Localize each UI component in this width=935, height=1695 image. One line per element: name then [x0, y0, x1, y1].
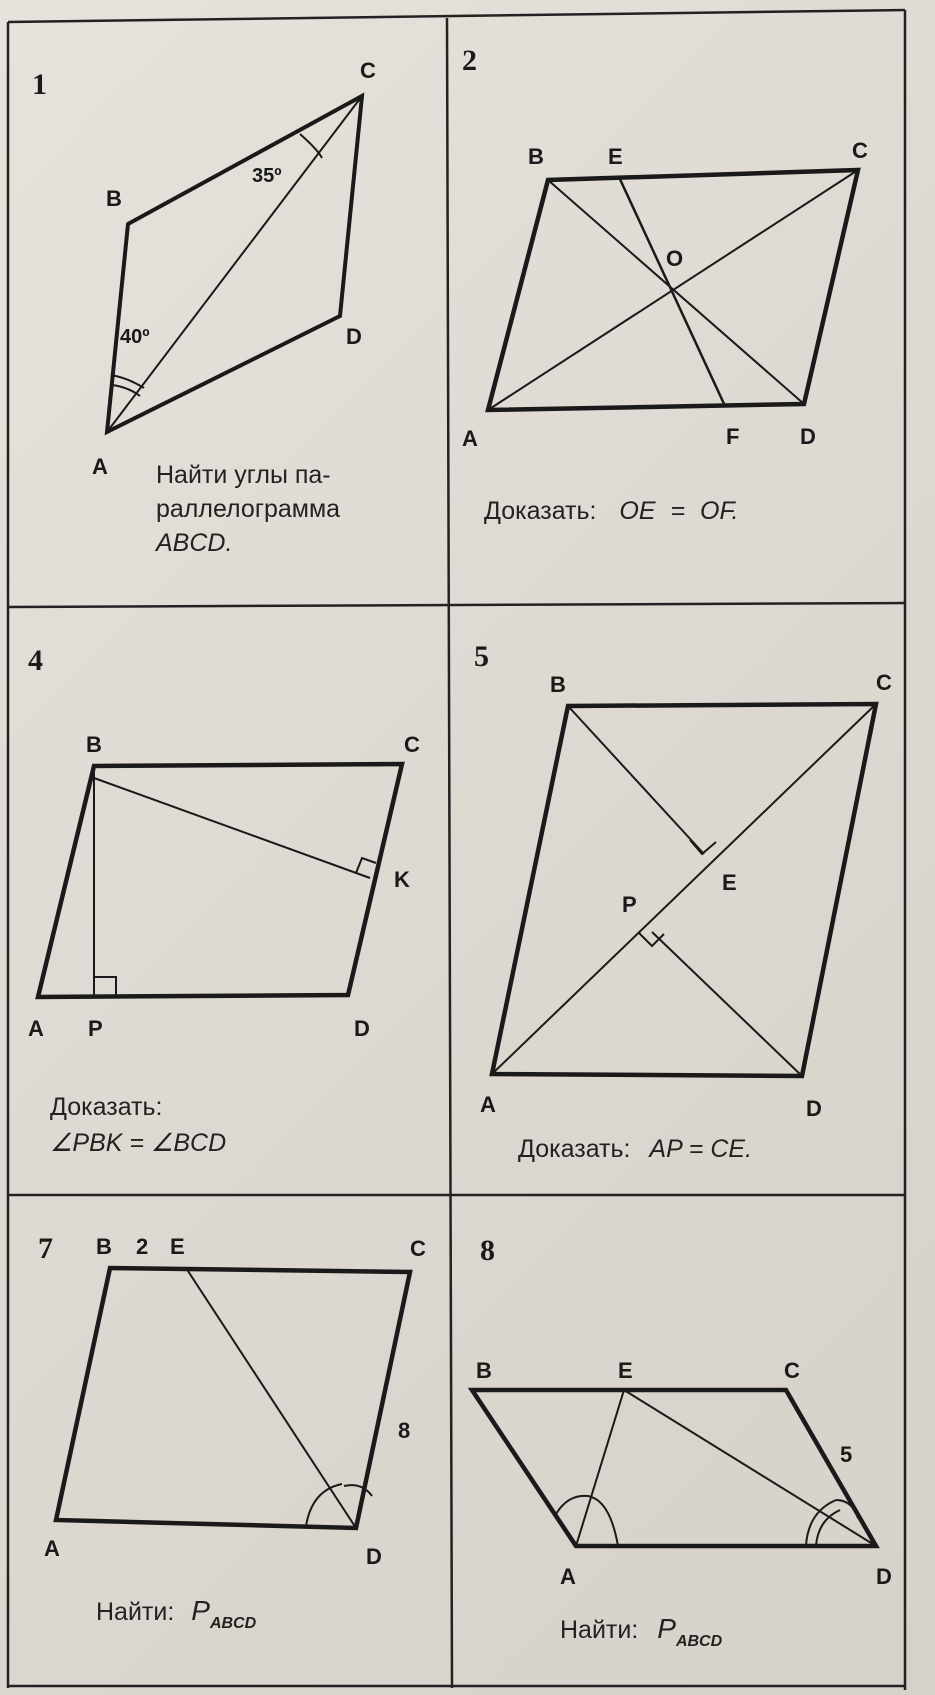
point-A: A — [92, 454, 108, 479]
task-1-line-1: Найти углы па- — [156, 461, 331, 489]
task-5-verb: Доказать: — [518, 1135, 631, 1163]
point-O: O — [666, 246, 684, 271]
point-C: C — [360, 58, 376, 83]
point-B: B — [476, 1358, 492, 1383]
task-text-7 — [96, 1594, 256, 1641]
problem-number-7: 7 — [38, 1232, 53, 1265]
point-D: D — [354, 1016, 370, 1041]
figure-2 — [462, 138, 868, 451]
problem-number-2: 2 — [462, 44, 477, 77]
point-C: C — [784, 1358, 800, 1383]
angle-label-35: 35º — [252, 165, 282, 187]
task-8-formula-main: P — [657, 1613, 676, 1644]
point-K: K — [394, 867, 410, 892]
point-D: D — [346, 324, 362, 349]
task-text-2 — [484, 494, 738, 528]
task-2-verb: Доказать: — [484, 497, 597, 525]
task-5-formula: AP = CE. — [649, 1135, 753, 1163]
angle-label-40: 40º — [120, 326, 150, 348]
table-grid — [8, 10, 905, 1690]
point-B: B — [106, 186, 122, 211]
figure-8 — [472, 1358, 892, 1589]
task-text-8 — [560, 1612, 722, 1659]
figure-1 — [92, 58, 376, 479]
point-B: B — [96, 1234, 112, 1259]
task-8-verb: Найти: — [560, 1616, 639, 1644]
point-C: C — [410, 1236, 426, 1261]
segment-label-CD: 8 — [398, 1418, 411, 1443]
point-P: P — [88, 1016, 103, 1041]
point-B: B — [86, 732, 102, 757]
task-4-formula: ∠PBK = ∠BCD — [50, 1129, 227, 1157]
segment-label-BE: 2 — [136, 1234, 149, 1259]
segment-label-CD: 5 — [840, 1442, 853, 1467]
task-1-line-2: раллелограмма — [156, 495, 341, 523]
task-7-formula-sub: ABCD — [209, 1615, 257, 1632]
point-A: A — [480, 1092, 496, 1117]
task-4-verb: Доказать: — [50, 1093, 163, 1121]
point-C: C — [876, 670, 892, 695]
point-F: F — [726, 424, 740, 449]
point-A: A — [560, 1564, 576, 1589]
point-B: B — [528, 144, 544, 169]
task-7-formula-main: P — [191, 1595, 210, 1626]
point-B: B — [550, 672, 566, 697]
point-D: D — [366, 1544, 382, 1569]
point-C: C — [404, 732, 420, 757]
figure-4 — [28, 732, 420, 1041]
problem-number-5: 5 — [474, 640, 489, 673]
point-E: E — [722, 870, 737, 895]
point-P: P — [622, 892, 637, 917]
task-2-formula: OE = OF. — [619, 497, 739, 525]
point-E: E — [618, 1358, 633, 1383]
point-A: A — [44, 1536, 60, 1561]
point-E: E — [608, 144, 623, 169]
figure-5 — [480, 670, 892, 1121]
task-text-5 — [518, 1132, 752, 1166]
point-A: A — [28, 1016, 44, 1041]
point-D: D — [876, 1564, 892, 1589]
task-1-line-3: ABCD. — [156, 529, 233, 557]
problem-number-1: 1 — [32, 68, 47, 101]
task-text-4 — [50, 1090, 226, 1160]
problem-number-4: 4 — [28, 644, 43, 677]
point-A: A — [462, 426, 478, 451]
task-text-1 — [156, 458, 340, 560]
task-8-formula-sub: ABCD — [675, 1633, 723, 1650]
point-D: D — [806, 1096, 822, 1121]
problem-number-8: 8 — [480, 1234, 495, 1267]
figure-7 — [44, 1234, 426, 1569]
point-D: D — [800, 424, 816, 449]
point-C: C — [852, 138, 868, 163]
task-7-verb: Найти: — [96, 1598, 175, 1626]
point-E: E — [170, 1234, 185, 1259]
